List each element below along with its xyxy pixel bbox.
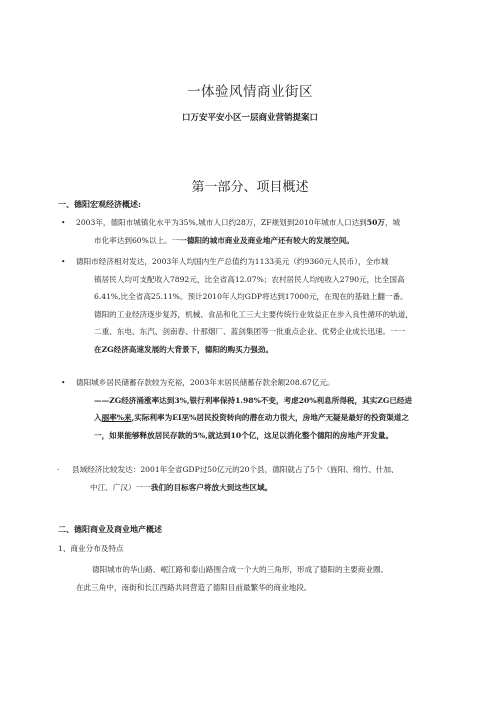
sub-heading-commercial-distribution: 1、商业分布及特点 xyxy=(58,544,124,553)
document-subtitle: 口万安平安小区一层商业营销提案口 xyxy=(181,113,318,123)
bullet-paragraph-economy xyxy=(58,253,458,358)
text-line: 6.41%,比全省高25.11%。预计2010年人均GDP将达到17000元，在现在的基础上翻一番。 xyxy=(94,292,408,301)
text-line: 在ZG经济高速发展的大背景下，德阳的购买力强劲。 xyxy=(94,344,274,354)
bullet-marker: • xyxy=(61,257,66,266)
text-line: 入丽率%来,实际利率为EI巫%居民投资转向的潜在动力很大，房地产无疑是最好的投资渠道之 xyxy=(94,413,409,422)
bullet-paragraph-urbanization xyxy=(58,214,458,249)
text-line: 镇居民人均可支配收入7892元，比全省高12.07%；农村居民人均纯收入2790元，比全国高 xyxy=(94,274,405,284)
text-line: 2003年，德阳市城镇化水平为35%,城市人口约28万，ZF规划到2010年城市人口达到50万，城 xyxy=(76,218,401,227)
text-line: 二重、东电、东汽、剑南春、什那烟厂、蓝剑集团等一批重点企业、优势企业成长迅速。一一 xyxy=(94,327,406,336)
text-line: 县域经济比较发达：2001年全省GDP过50亿元的20个县，德阳就占了5个（旌阳、绵竹、什加、 xyxy=(72,465,399,474)
text-line: 一，如果能够释放居民存款的5%,就达到10个亿，这足以消化整个德阳的房地产开发量。 xyxy=(94,430,394,440)
bullet-marker: • xyxy=(61,218,66,227)
part-title: 第一部分、项目概述 xyxy=(191,180,309,195)
bullet-paragraph-savings xyxy=(58,374,458,444)
text-line: ——ZG经济涌涨率达到3%,银行利率保持1.98%不变，考虑20%利息所得税，其实ZG已经进 xyxy=(94,395,413,405)
text-line: 中江、广汉）一一我们的目标客户将放大到这些区域。 xyxy=(90,482,273,492)
text-line: 德阳城市的华山路、岷江路和泰山路围合成一个大的三角形，形成了德阳的主要商业圈。 xyxy=(92,565,389,574)
text-line: 市化率达到60%以上。一一德阳的城市商业及商业地产还有较大的发展空间。 xyxy=(94,235,354,245)
bullet-paragraph-county-economy xyxy=(54,461,454,496)
text-line: 德阳市经济相对发达，2003年人均国内生产总值约为1133美元（约9360元人民币），全市城 xyxy=(76,257,389,266)
section-heading-commercial-real-estate: 二、德阳商业及商业地产概述 xyxy=(58,524,162,534)
paragraph-commercial-distribution xyxy=(58,561,458,596)
document-title: 一体验风情商业街区 xyxy=(187,84,313,100)
text-line: 德阳的工业经济逐步复苏，机械、食品和化工三大主要传统行业效益正在步入良性循环的轨道， xyxy=(94,309,413,319)
section-heading-macro-economy: 一、德阳宏观经济概述: xyxy=(58,199,141,209)
text-line: 德阳城乡居民储蓄存款较为充裕，2003年末居民储蓄存款余额208.67亿元。 xyxy=(76,378,335,387)
bullet-marker: · xyxy=(57,465,60,474)
bullet-marker: • xyxy=(61,378,66,387)
text-line: 在此三角中，南街和长江西路共同营造了德阳目前最繁华的商业地段。 xyxy=(76,582,312,592)
